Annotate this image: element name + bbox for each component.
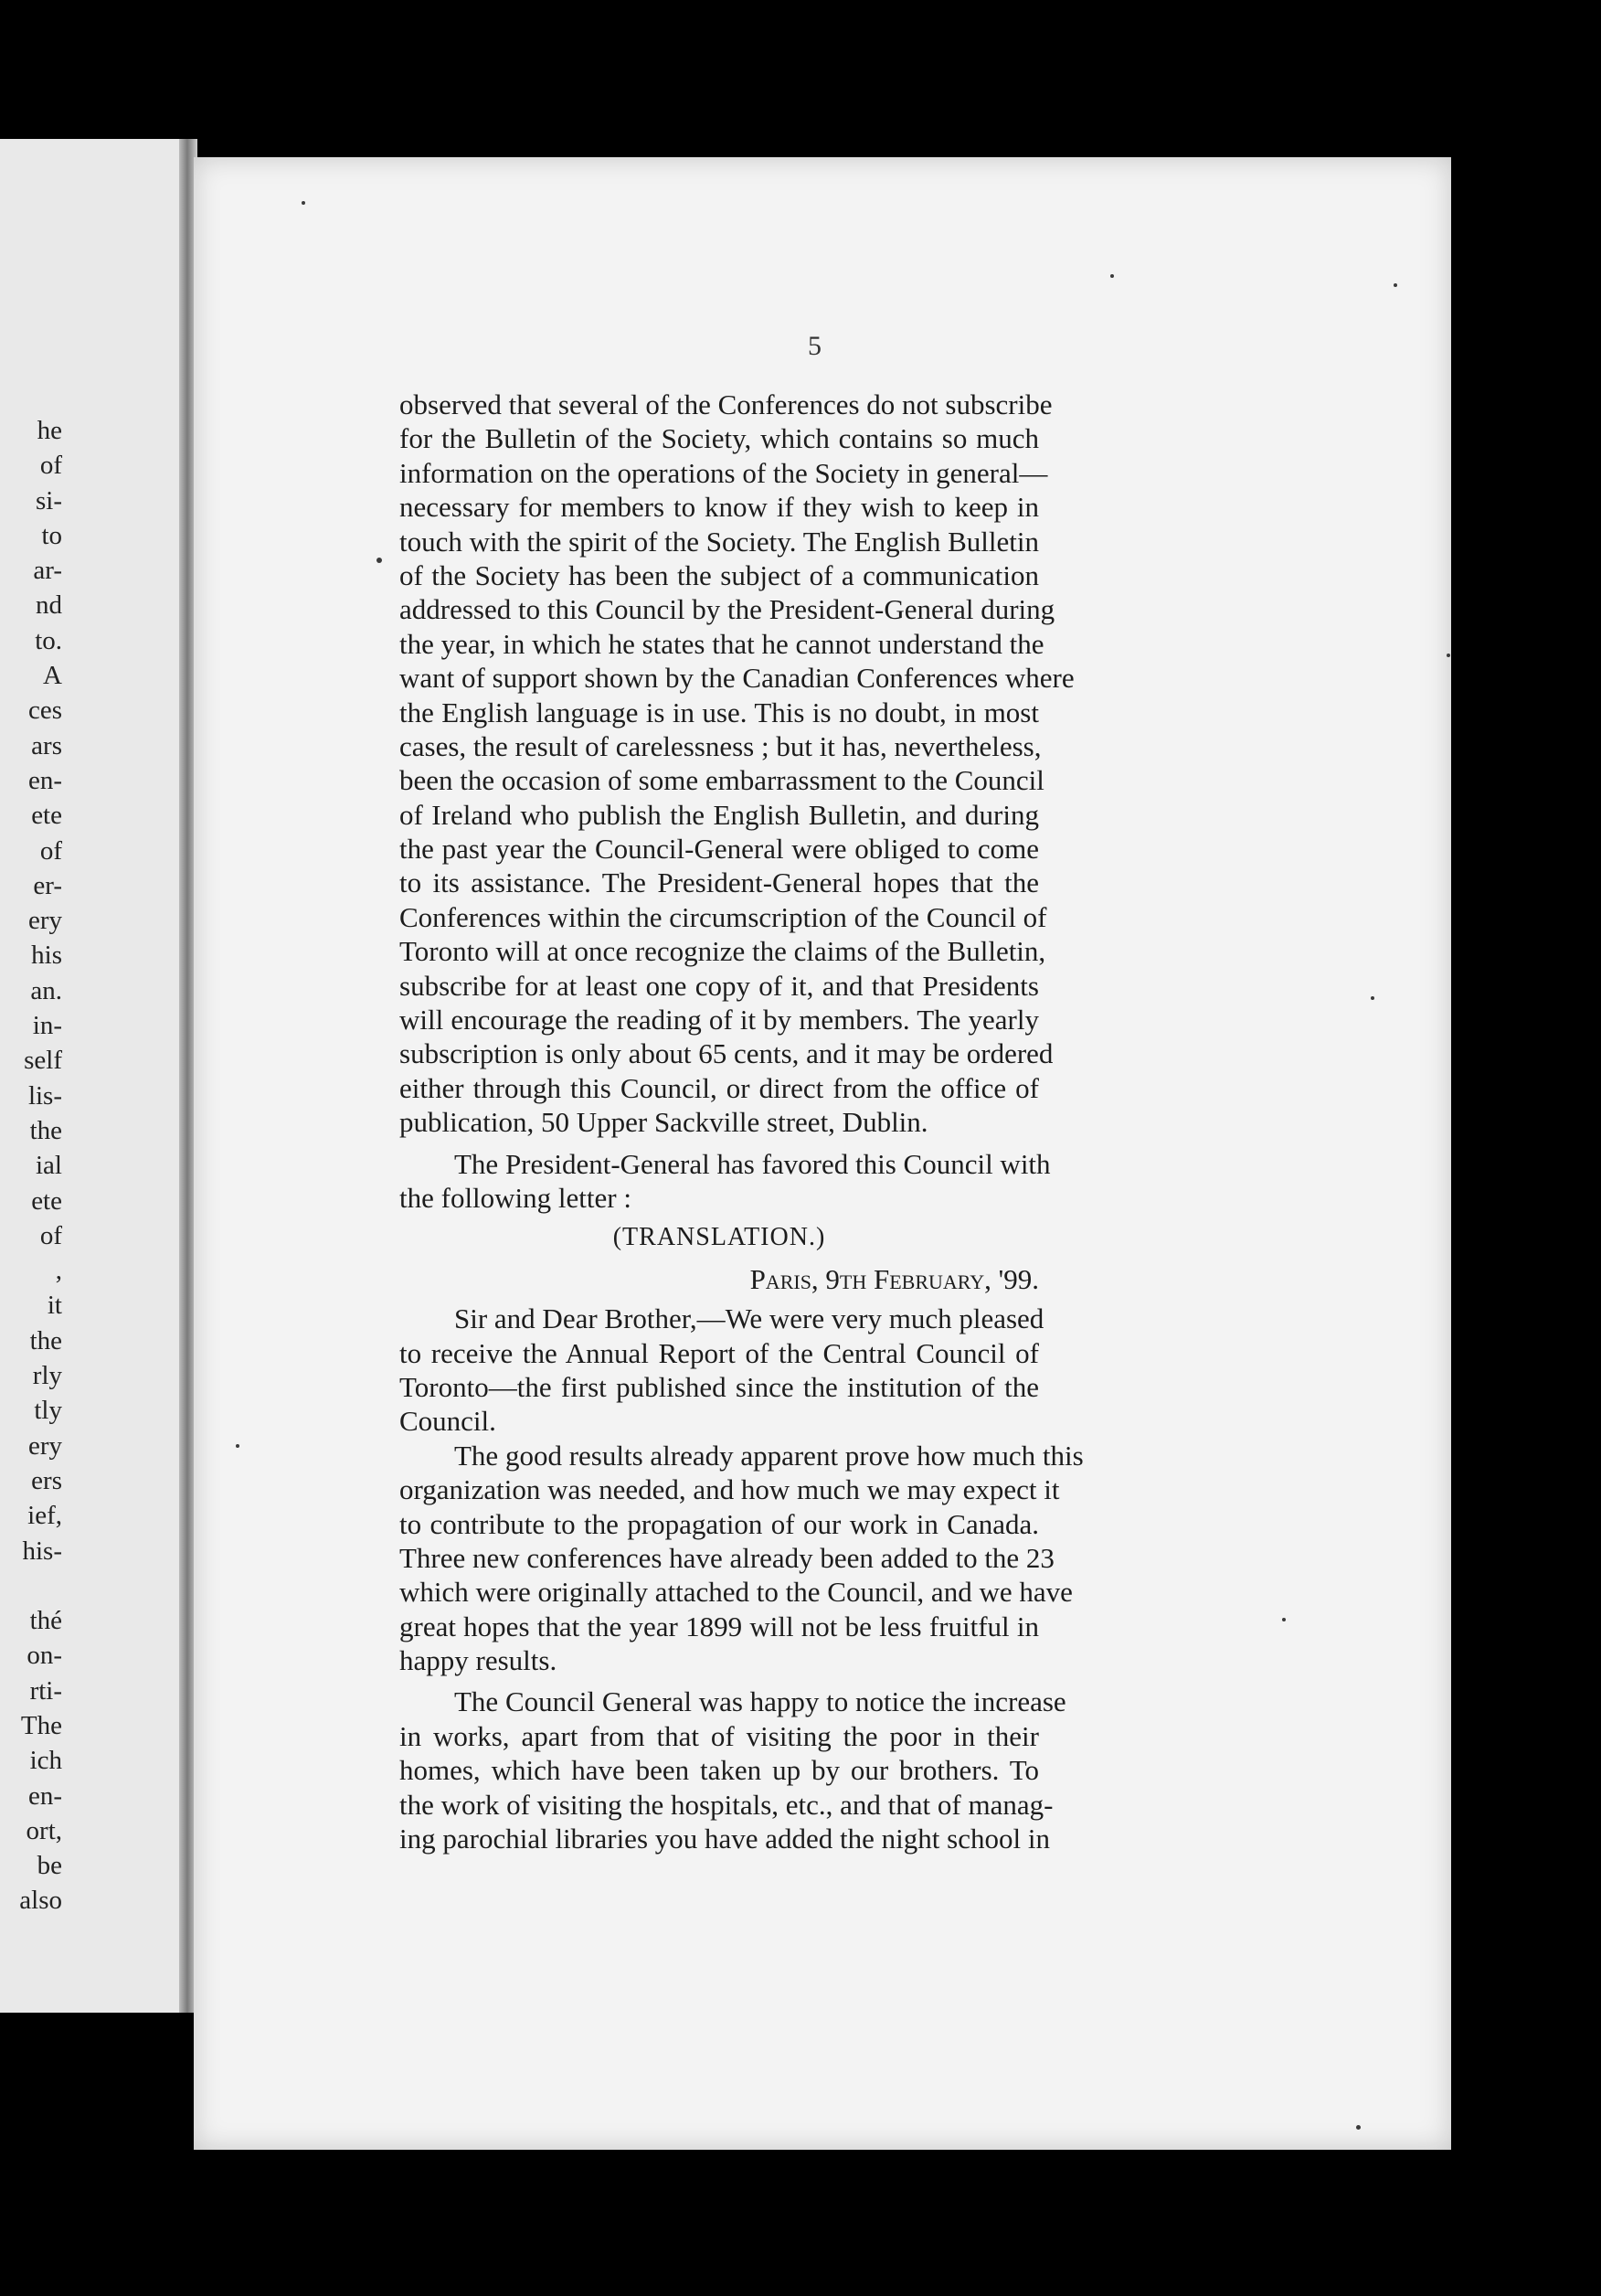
text-line: information on the operations of the Society in general—	[399, 456, 1048, 489]
left-page-line: be	[37, 1851, 62, 1881]
scan-speck	[1394, 283, 1397, 287]
text-line: subscription is only about 65 cents, and it may be ordered	[399, 1037, 1054, 1070]
document-page	[194, 157, 1451, 2150]
left-page-line: er-	[33, 870, 62, 900]
left-page-line: ers	[31, 1465, 62, 1495]
text-line: for the Bulletin of the Society, which contains so much	[399, 422, 1039, 455]
letter-dateline: Paris, 9th February, '99.	[749, 1262, 1039, 1295]
text-line: publication, 50 Upper Sackville street, Dublin.	[399, 1106, 928, 1139]
text-line: Conferences within the circumscription of the Council of	[399, 900, 1047, 933]
text-line: to contribute to the propagation of our work in Canada.	[399, 1507, 1039, 1540]
left-page-line: in-	[32, 1011, 62, 1041]
paragraph-bulletin	[399, 388, 1075, 1140]
left-page-line: rly	[32, 1361, 62, 1391]
text-line: Toronto—the first published since the institution of the	[399, 1370, 1039, 1403]
text-line: Sir and Dear Brother,—We were very much pleased	[454, 1302, 1044, 1335]
left-page-line: his	[31, 941, 62, 971]
text-line: subscribe for at least one copy of it, and that Presidents	[399, 969, 1039, 1002]
left-page-line: of	[39, 451, 62, 481]
left-page-line: rti-	[29, 1675, 62, 1706]
text-line: either through this Council, or direct from the office of	[399, 1071, 1039, 1104]
left-page-line: ort,	[26, 1815, 62, 1845]
scan-speck	[236, 1444, 239, 1448]
text-line: which were originally attached to the Council, and we have	[399, 1576, 1073, 1609]
left-page-line: he	[37, 416, 62, 445]
left-page-line: ial	[36, 1151, 62, 1181]
text-line: The Council General was happy to notice the increase	[454, 1685, 1066, 1718]
translation-heading: (TRANSLATION.)	[612, 1223, 826, 1252]
scan-speck	[376, 558, 382, 563]
left-page-line: to.	[35, 625, 62, 655]
text-line: addressed to this Council by the President-General during	[399, 593, 1055, 626]
text-line: the work of visiting the hospitals, etc., and that of manag-	[399, 1788, 1054, 1821]
text-line: great hopes that the year 1899 will not be less fruitful in	[399, 1610, 1039, 1642]
letter-paragraph-2	[399, 1439, 1084, 1678]
scan-speck	[1447, 654, 1450, 657]
text-line: touch with the spirit of the Society. The English Bulletin	[399, 525, 1039, 558]
text-line: the past year the Council-General were obliged to come	[399, 833, 1039, 866]
left-page-line: The	[20, 1710, 62, 1740]
text-line: Toronto will at once recognize the claims of the Bulletin,	[399, 935, 1046, 968]
letter-paragraph-1	[399, 1302, 1044, 1439]
scan-speck	[302, 201, 305, 205]
left-page-line: si-	[36, 485, 62, 516]
left-page-line: ,	[55, 1256, 62, 1286]
text-line: ing parochial libraries you have added the night school in	[399, 1823, 1050, 1855]
page-body	[399, 388, 1084, 1855]
left-page-line: en-	[27, 765, 62, 795]
left-page-line: en-	[27, 1780, 62, 1811]
left-page-line: nd	[36, 590, 62, 621]
text-line: will encourage the reading of it by members. The yearly	[399, 1004, 1039, 1036]
left-page-line: ery	[27, 1430, 62, 1461]
previous-page-text	[0, 413, 62, 1919]
text-line: to receive the Annual Report of the Central Council of	[399, 1336, 1039, 1369]
text-line: the English language is in use. This is no doubt, in most	[399, 696, 1039, 728]
previous-page-fragment	[0, 139, 183, 2013]
text-line: necessary for members to know if they wish to keep in	[399, 491, 1039, 524]
text-line: the year, in which he states that he cannot understand the	[399, 627, 1044, 660]
left-page-line: also	[19, 1886, 62, 1916]
text-line: cases, the result of carelessness ; but it has, nevertheless,	[399, 729, 1042, 762]
left-page-line: thé	[29, 1606, 62, 1636]
text-line: the following letter :	[399, 1181, 631, 1214]
left-page-line: ief,	[27, 1501, 62, 1531]
left-page-line: of	[39, 1220, 62, 1250]
left-page-line: on-	[27, 1641, 62, 1671]
left-page-line: ces	[27, 696, 62, 726]
text-line: in works, apart from that of visiting the poor in their	[399, 1719, 1039, 1752]
left-page-line: self	[24, 1046, 62, 1076]
text-line: The President-General has favored this Council with	[454, 1147, 1051, 1180]
left-page-line: ar-	[33, 556, 62, 586]
letter-paragraph-3	[399, 1685, 1066, 1855]
text-line: Three new conferences have already been added to the 23	[399, 1541, 1055, 1574]
left-page-line: to	[41, 520, 62, 550]
scan-speck	[1282, 1618, 1286, 1621]
text-line: to its assistance. The President-General hopes that the	[399, 866, 1039, 899]
left-page-line: ich	[29, 1746, 62, 1776]
text-line: happy results.	[399, 1644, 557, 1677]
left-page-line: ars	[31, 730, 62, 760]
scan-speck	[1110, 274, 1114, 278]
text-line: of the Society has been the subject of a communication	[399, 558, 1039, 591]
scan-speck	[1356, 2125, 1361, 2130]
scan-speck	[1371, 996, 1374, 1000]
left-page-line: A	[43, 661, 62, 691]
text-line: The good results already apparent prove how much this	[454, 1439, 1084, 1472]
left-page-line: tly	[34, 1396, 62, 1426]
left-page-line: lis-	[27, 1080, 62, 1111]
text-line: of Ireland who publish the English Bulletin, and during	[399, 798, 1039, 831]
text-line: want of support shown by the Canadian Conferences where	[399, 662, 1075, 695]
left-page-line: an.	[30, 975, 62, 1005]
left-page-line: the	[29, 1115, 62, 1145]
left-page-line: ery	[27, 906, 62, 936]
text-line: been the occasion of some embarrassment to the Council	[399, 764, 1044, 797]
text-line: organization was needed, and how much we may expect it	[399, 1473, 1060, 1506]
left-page-line	[0, 1568, 62, 1603]
paragraph-letter-intro	[399, 1147, 1051, 1216]
left-page-line: it	[47, 1291, 62, 1321]
page-number: 5	[808, 331, 822, 361]
text-line: observed that several of the Conferences do not subscribe	[399, 388, 1053, 420]
left-page-line: his-	[22, 1536, 62, 1566]
text-line: homes, which have been taken up by our brothers. To	[399, 1754, 1039, 1787]
left-page-line: of	[39, 835, 62, 866]
left-page-line: ete	[31, 1185, 62, 1216]
left-page-line: ete	[31, 801, 62, 831]
left-page-line: the	[29, 1325, 62, 1355]
text-line: Council.	[399, 1405, 496, 1438]
